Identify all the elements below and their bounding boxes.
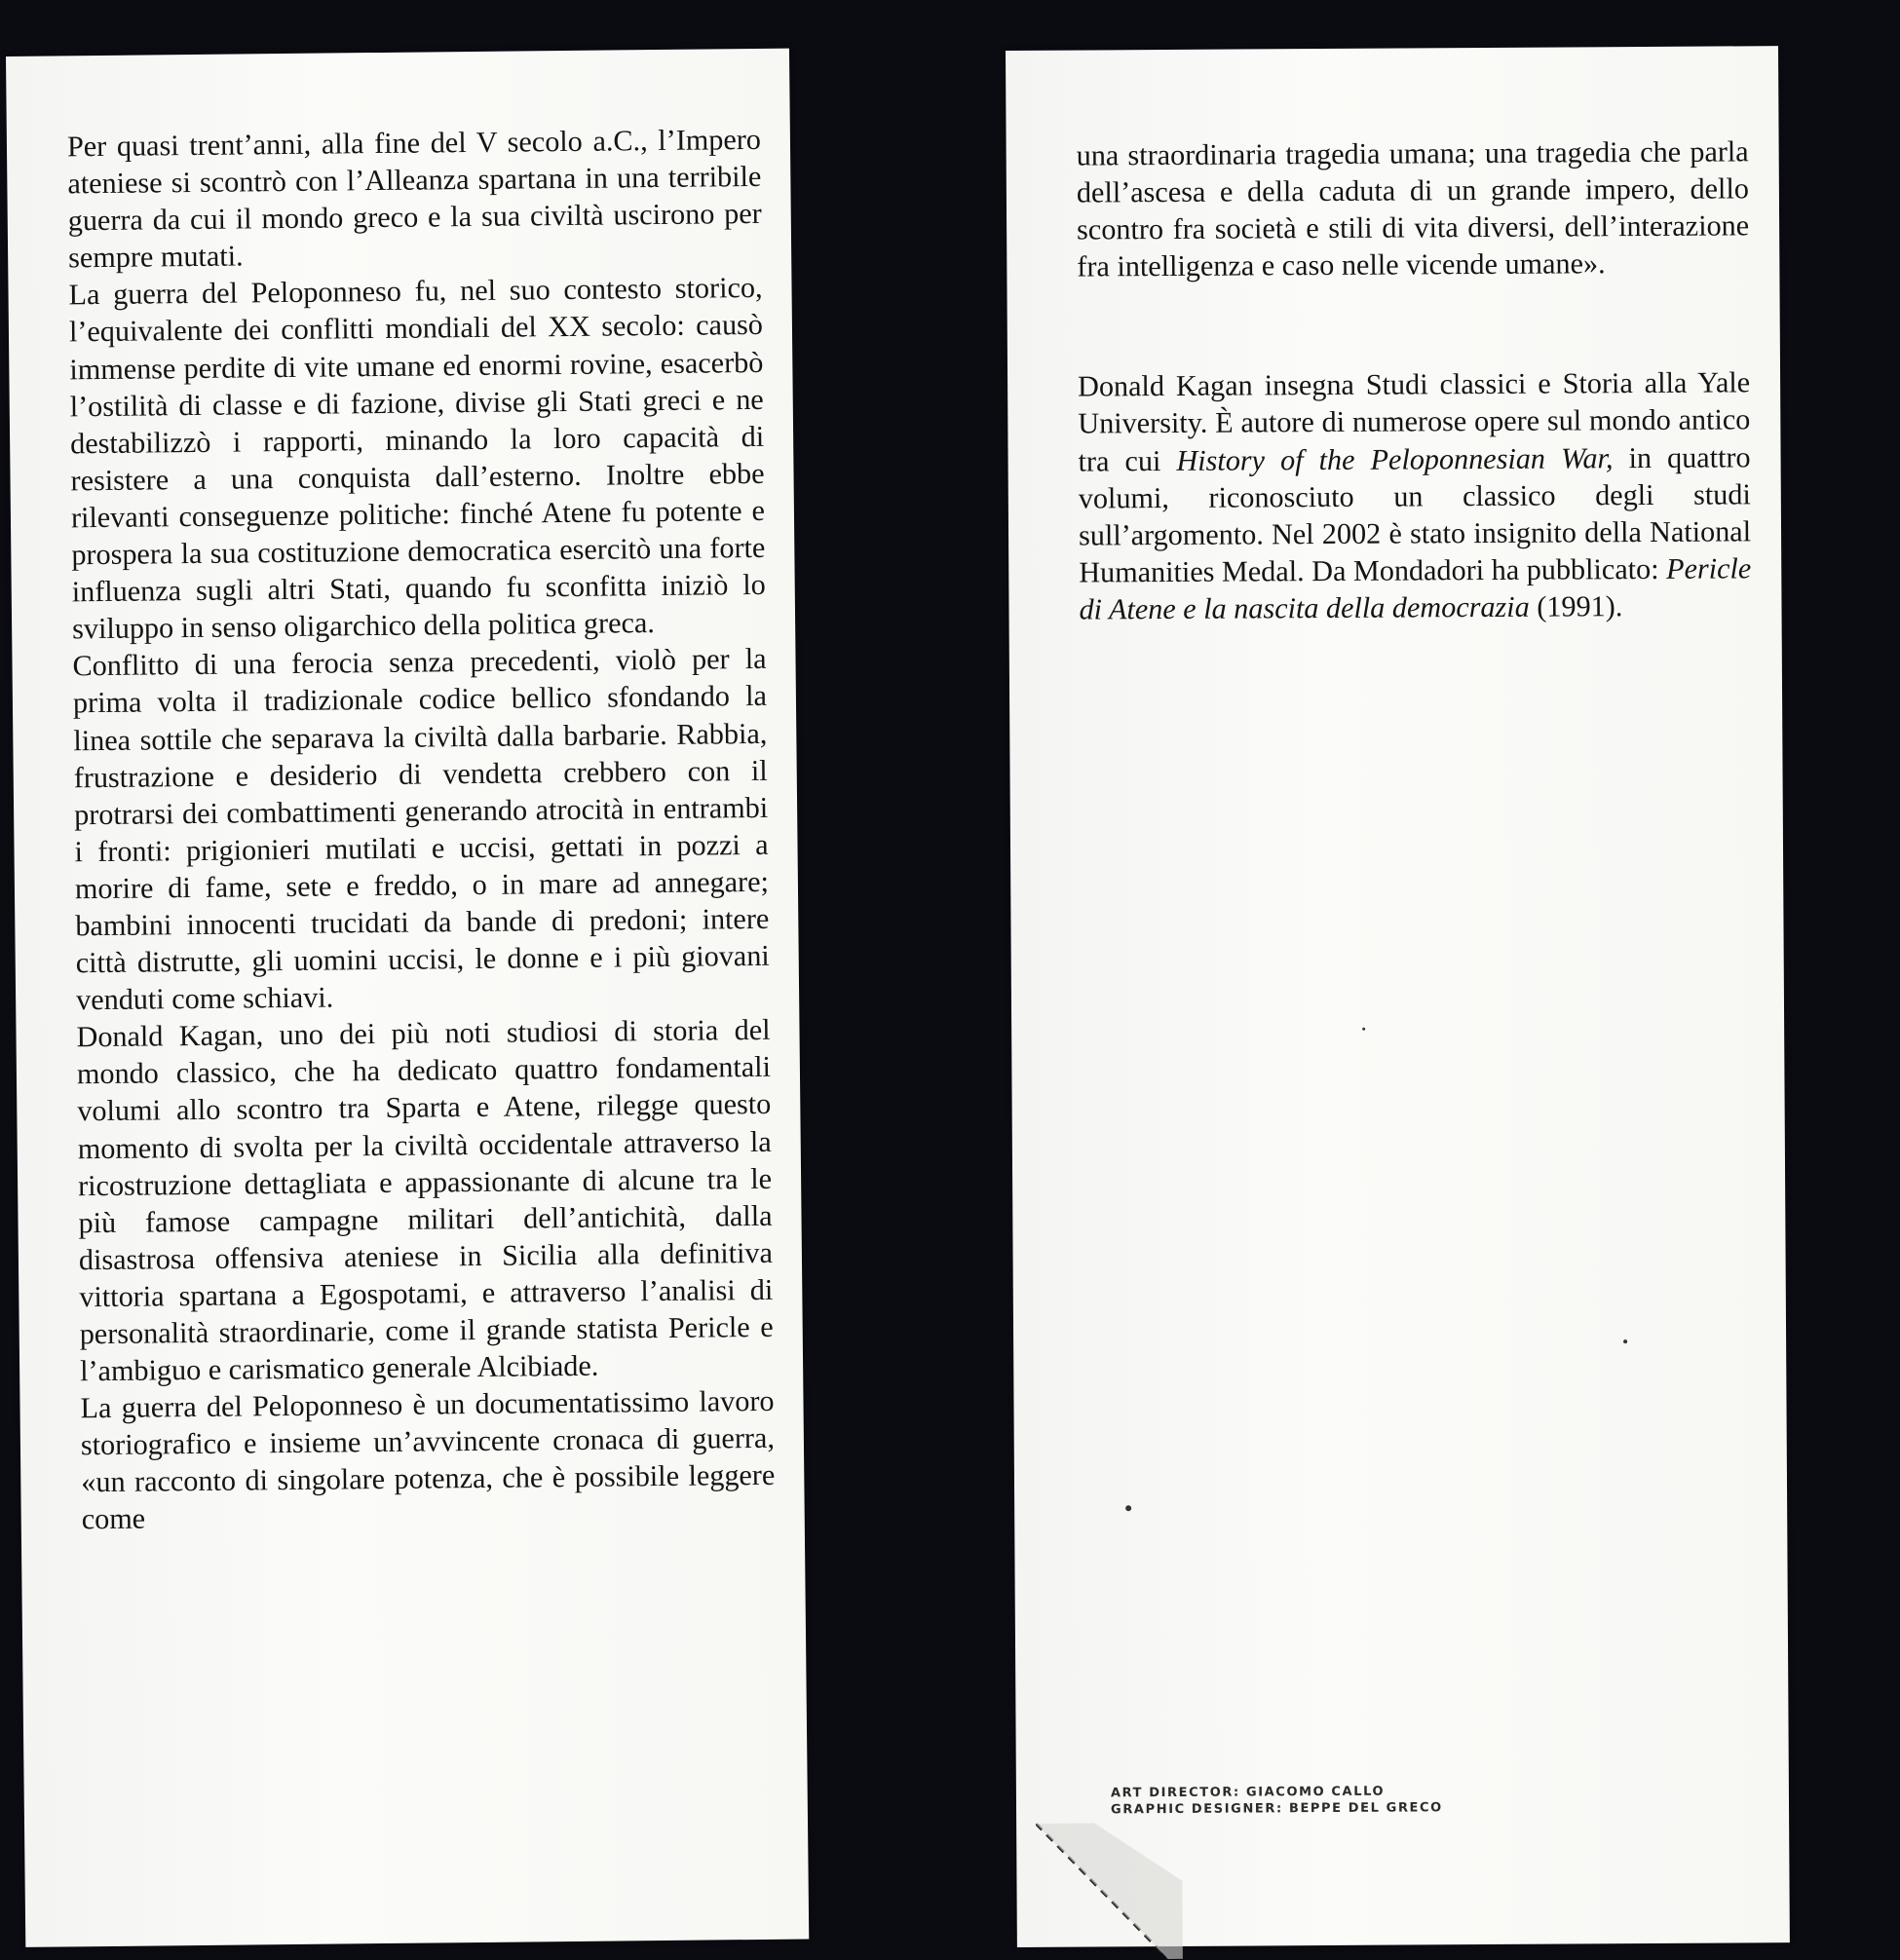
bio-book-title: History of the Peloponnesian War, (1176, 440, 1614, 477)
paragraph: Donald Kagan, uno dei più noti studiosi di storia del mondo classico, che ha dedicato quattro fondamentali volumi allo scontro tra Sparta e Atene, rilegge questo momento di svolta per la civiltà occidentale attraverso la ricostruzione dettagliata e appassionante di alcune tra le più famose campagne militari dell’antichità, dalla disastrosa offensiva ateniese in Sicilia alla definitiva vittoria spartana a Egospotami, e attraverso l’analisi di personalità straordinarie, come il grande statista Pericle e l’ambiguo e carismatico generale Alcibiade. (76, 1013, 774, 1388)
art-director-credit: ART DIRECTOR: GIACOMO CALLO (1110, 1784, 1386, 1801)
paragraph: La guerra del Peloponneso è un documentatissimo lavoro storiografico e insieme un’avvincente cronaca di guerra, «un racconto di singolare potenza, che è possibile leggere come (80, 1384, 776, 1536)
continuation-paragraph: una straordinaria tragedia umana; una tragedia che parla dell’ascesa e della caduta di un grande impero, dello scontro fra società e stili di vita diversi, dell’interazione fra intelligenza e caso nelle vicende umane». (1076, 134, 1750, 283)
bio-book-title: Pericle di Atene e la nascita della democrazia (1079, 551, 1752, 626)
left-flap (6, 49, 809, 1947)
left-flap-text (67, 121, 776, 1538)
paragraph: Per quasi trent’anni, alla fine del V secolo a.C., l’Impero ateniese si scontrò con l’Alleanza spartana in una terribile guerra da cui il mondo greco e la sua civiltà uscirono per sempre mutati. (66, 122, 762, 275)
bio-text: (1991). (1529, 589, 1623, 623)
paragraph: Conflitto di una ferocia senza precedenti, violò per la prima volta il tradizionale codice bellico sfondando la linea sottile che separava la civiltà dalla barbarie. Rabbia, frustrazione e desiderio di vendetta crebbero con il protrarsi dei combattimenti generando atrocità in entrambi i fronti: prigionieri mutilati e uccisi, gettati in pozzi a morire di fame, sete e freddo, o in mare ad annegare; bambini innocenti trucidati da bande di predoni; intere città distrutte, gli uomini uccisi, le donne e i più giovani venduti come schiavi. (72, 642, 770, 1017)
fold-line-decoration (1036, 1823, 1183, 1960)
credits (1111, 1783, 1443, 1818)
speck (1623, 1339, 1627, 1343)
speck (1125, 1505, 1131, 1511)
right-flap (1006, 46, 1790, 1947)
bio-text: Donald Kagan insegna Studi classici e Storia alla Yale University. È autore di numerose opere sul mondo antico tra cui (1078, 365, 1751, 478)
graphic-designer-credit: GRAPHIC DESIGNER: BEPPE DEL GRECO (1110, 1800, 1443, 1818)
paragraph: La guerra del Peloponneso fu, nel suo contesto storico, l’equivalente dei conflitti mondiali del XX secolo: causò immense perdite di vite umane ed enormi rovine, esacerbò l’ostilità di classe e di fazione, divise gli Stati greci e ne destabilizzò i rapporti, minando la loro capacità di resistere a una conquista dall’esterno. Inoltre ebbe rilevanti conseguenze politiche: finché Atene fu potente e prospera la sua costituzione democratica esercitò una forte influenza sugli altri Stati, quando fu sconfitta iniziò lo sviluppo in senso oligarchico della politica greca. (68, 271, 766, 646)
author-bio (1078, 364, 1752, 628)
right-flap-text (1077, 132, 1752, 627)
bio-text: in quattro volumi, riconosciuto un classico degli studi sull’argomento. Nel 2002 è stato insignito della National Humanities Medal. Da Mondadori ha pubblicato: (1078, 439, 1752, 589)
speck (1362, 1028, 1365, 1031)
